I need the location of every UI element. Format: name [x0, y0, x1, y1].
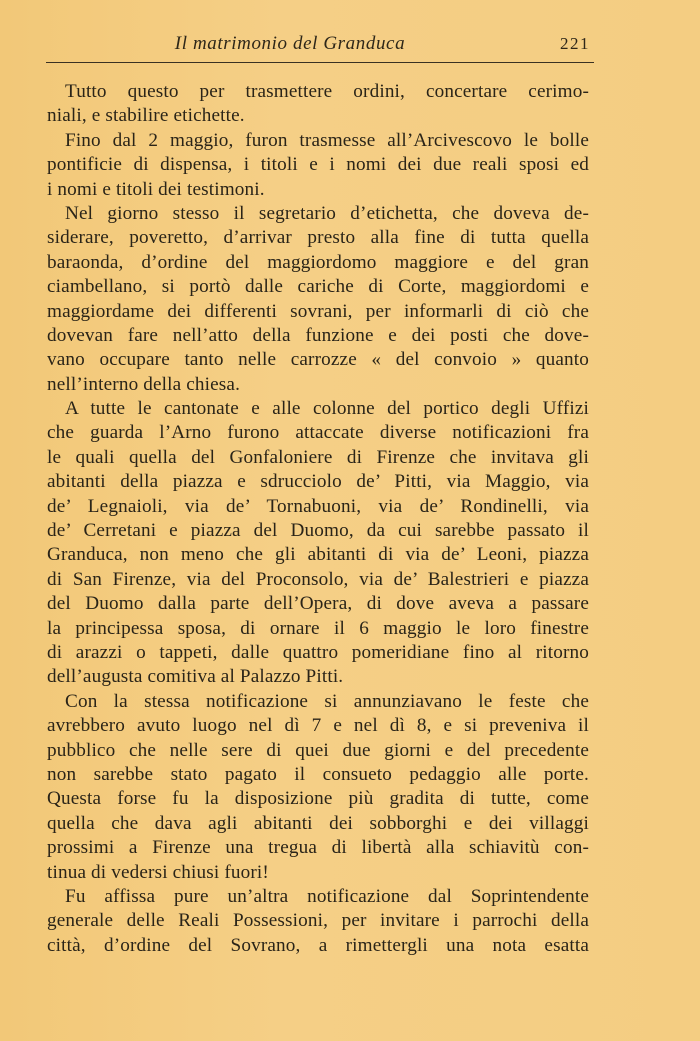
text-line: Tutto questo per trasmettere ordini, concertare cerimo- [65, 81, 589, 102]
text-line: de’ Legnaioli, via de’ Tornabuoni, via de’ Rondinelli, via [47, 495, 589, 517]
text-line: Fu affissa pure un’altra notificazione dal Soprintendente [65, 885, 589, 907]
text-line: che guarda l’Arno furono attaccate diverse notificazioni fra [47, 422, 589, 444]
page-number: 221 [560, 34, 590, 53]
text-line: i nomi e titoli dei testimoni. [47, 178, 265, 200]
text-line: avrebbero avuto luogo nel dì 7 e nel dì 8, e si preveniva il [47, 715, 589, 737]
text-line: dovevan fare nell’atto della funzione e dei posti che dove- [47, 324, 589, 346]
text-line: maggiordame dei differenti sovrani, per informarli di ciò che [47, 300, 589, 322]
text-line: nell’interno della chiesa. [47, 373, 241, 395]
body-text [47, 80, 589, 958]
text-line: non sarebbe stato pagato il consueto pedaggio alle porte. [47, 763, 589, 785]
text-line: Con la stessa notificazione si annunziavano le feste che [65, 690, 589, 712]
text-line: tinua di vedersi chiusi fuori! [47, 861, 269, 883]
text-line: dell’augusta comitiva al Palazzo Pitti. [47, 666, 344, 688]
text-line: ciambellano, si portò dalle cariche di Corte, maggiordomi e [47, 276, 589, 298]
running-header [46, 30, 594, 60]
text-line: vano occupare tanto nelle carrozze « del convoio » quanto [47, 349, 589, 371]
text-line: quella che dava agli abitanti dei sobborghi e dei villaggi [47, 812, 589, 834]
text-line: A tutte le cantonate e alle colonne del portico degli Uffizi [65, 398, 589, 420]
text-line: città, d’ordine del Sovrano, a rimettergli una nota esatta [47, 934, 589, 956]
text-line: prossimi a Firenze una tregua di libertà alla schiavitù con- [47, 837, 589, 859]
text-line: Granduca, non meno che gli abitanti di via de’ Leoni, piazza [47, 544, 589, 566]
text-line: del Duomo dalla parte dell’Opera, di dove aveva a passare [47, 593, 589, 615]
text-line: abitanti della piazza e sdrucciolo de’ Pitti, via Maggio, via [47, 471, 589, 493]
text-line: la principessa sposa, di ornare il 6 maggio le loro finestre [47, 617, 589, 639]
running-title: Il matrimonio del Granduca [174, 33, 406, 54]
text-line: Fino dal 2 maggio, furon trasmesse all’Arcivescovo le bolle [65, 129, 589, 151]
text-line: le quali quella del Gonfaloniere di Firenze che invitava gli [47, 446, 589, 468]
text-line: generale delle Reali Possessioni, per invitare i parrochi della [47, 910, 589, 932]
text-line: siderare, poveretto, d’arrivar presto alla fine di tutta quella [47, 227, 589, 249]
text-line: baraonda, d’ordine del maggiordomo maggiore e del gran [47, 251, 589, 273]
text-line: de’ Cerretani e piazza del Duomo, da cui sarebbe passato il [47, 520, 589, 542]
header-rule [46, 62, 594, 63]
text-line: di arazzi o tappeti, dalle quattro pomeridiane fino al ritorno [47, 641, 589, 663]
text-line: niali, e stabilire etichette. [47, 105, 245, 127]
text-line: Nel giorno stesso il segretario d’etichetta, che doveva de- [65, 202, 589, 224]
text-line: pontificie di dispensa, i titoli e i nomi dei due reali sposi ed [47, 154, 589, 176]
text-line: Questa forse fu la disposizione più gradita di tutte, come [47, 788, 589, 810]
text-line: pubblico che nelle sere di quei due giorni e del precedente [47, 739, 589, 761]
text-line: di San Firenze, via del Proconsolo, via de’ Balestrieri e piazza [47, 568, 589, 590]
